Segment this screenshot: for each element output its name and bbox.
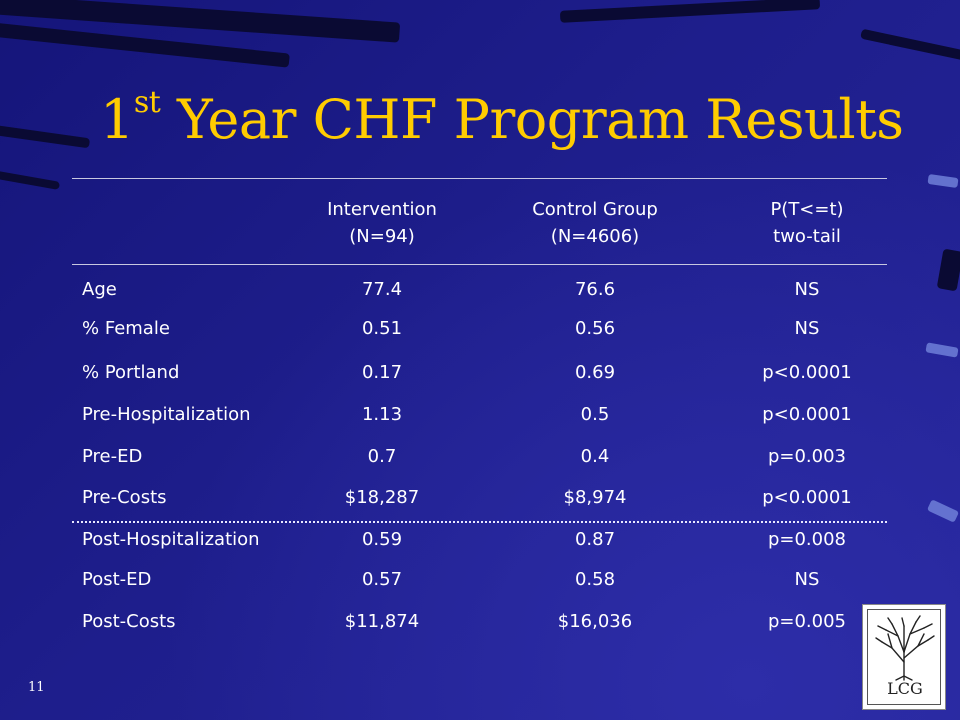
decor-streak [925, 342, 958, 357]
p-value: p<0.0001 [762, 362, 852, 383]
control-value: $16,036 [557, 611, 633, 632]
tree-icon [868, 612, 940, 684]
intervention-value: $11,874 [344, 611, 420, 632]
title-number: 1 [100, 88, 134, 151]
header-intervention [282, 196, 482, 250]
title-superscript: st [133, 85, 161, 120]
control-value: 0.4 [580, 446, 610, 467]
control-value: 0.58 [574, 569, 616, 590]
title-text: Year CHF Program Results [160, 88, 904, 151]
control-value: 0.56 [574, 318, 616, 339]
p-value: NS [794, 279, 820, 300]
lcg-logo [862, 604, 946, 710]
header-line: (N=94) [349, 226, 415, 247]
decor-streak [937, 249, 960, 292]
decor-streak [860, 29, 960, 62]
header-line: two-tail [773, 226, 841, 247]
control-value: 76.6 [574, 279, 616, 300]
row-label: Pre-ED [82, 446, 143, 467]
row-label: Post-ED [82, 569, 152, 590]
control-value: 0.87 [574, 529, 616, 550]
intervention-value: 0.17 [361, 362, 403, 383]
header-rule [72, 264, 887, 265]
table-top-rule [72, 178, 887, 179]
decor-streak [0, 122, 90, 149]
p-value: p=0.005 [767, 611, 847, 632]
intervention-value: 0.51 [361, 318, 403, 339]
header-line: P(T<=t) [770, 199, 844, 220]
row-label: Pre-Costs [82, 487, 167, 508]
control-value: 0.69 [574, 362, 616, 383]
slide-number: 11 [28, 680, 45, 695]
row-label: % Female [82, 318, 170, 339]
control-value: $8,974 [563, 487, 627, 508]
p-value: NS [794, 569, 820, 590]
row-label: Pre-Hospitalization [82, 404, 251, 425]
header-control [495, 196, 695, 250]
logo-frame [867, 609, 941, 705]
row-label: % Portland [82, 362, 180, 383]
decor-streak [560, 0, 820, 23]
decor-streak [927, 499, 959, 523]
header-p-value [707, 196, 907, 250]
header-line: Control Group [532, 199, 658, 220]
p-value: p=0.008 [767, 529, 847, 550]
intervention-value: 0.7 [367, 446, 397, 467]
row-label: Post-Costs [82, 611, 176, 632]
p-value: p<0.0001 [762, 487, 852, 508]
row-label: Age [82, 279, 117, 300]
slide-title [100, 85, 904, 151]
intervention-value: 0.59 [361, 529, 403, 550]
decor-streak [0, 168, 60, 190]
pre-post-divider [72, 521, 887, 523]
intervention-value: 0.57 [361, 569, 403, 590]
p-value: p=0.003 [767, 446, 847, 467]
intervention-value: $18,287 [344, 487, 420, 508]
control-value: 0.5 [580, 404, 610, 425]
header-line: (N=4606) [550, 226, 640, 247]
p-value: NS [794, 318, 820, 339]
logo-text: LCG [887, 679, 923, 698]
decor-streak [927, 174, 958, 188]
p-value: p<0.0001 [762, 404, 852, 425]
row-label: Post-Hospitalization [82, 529, 260, 550]
header-line: Intervention [327, 199, 437, 220]
intervention-value: 77.4 [361, 279, 403, 300]
intervention-value: 1.13 [361, 404, 403, 425]
